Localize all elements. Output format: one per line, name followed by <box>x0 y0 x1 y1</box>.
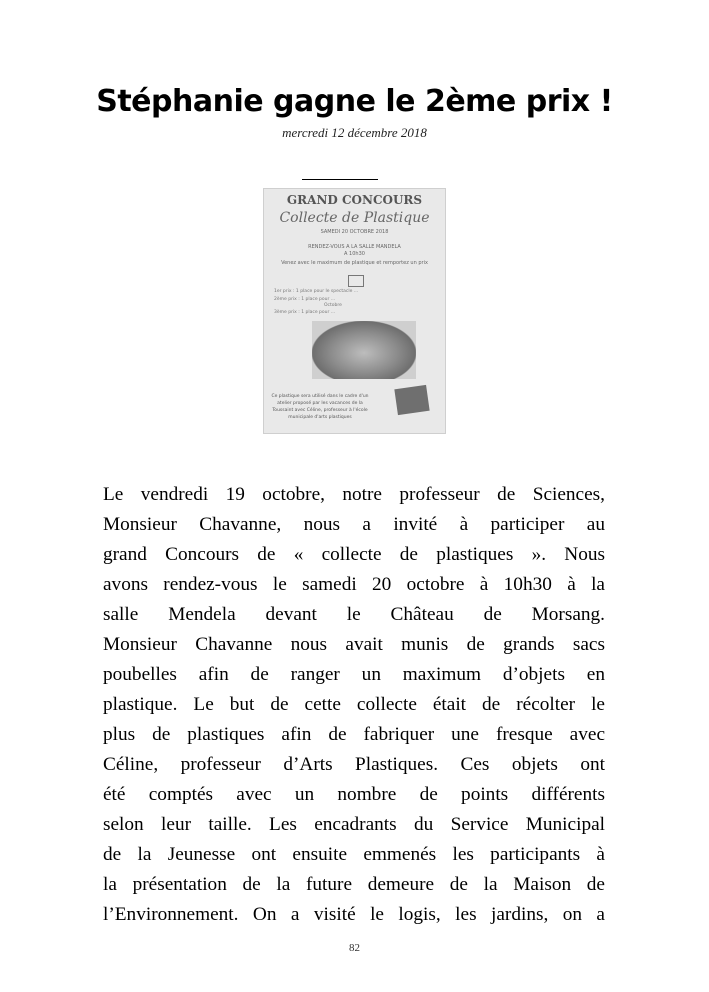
body-line: l’Environnement. On a visité le logis, les jardins, on a <box>103 904 605 925</box>
body-line: salle Mendela devant le Château de Morsang. <box>103 604 605 625</box>
title-divider <box>302 179 378 180</box>
poster-subtitle: Collecte de Plastique <box>279 210 430 226</box>
body-line: plus de plastiques afin de fabriquer une fresque avec <box>103 724 605 745</box>
body-line: Céline, professeur d’Arts Plastiques. Ces objets ont <box>103 754 605 775</box>
body-line: selon leur taille. Les encadrants du Service Municipal <box>103 814 605 835</box>
body-line: grand Concours de « collecte de plastiques ». Nous <box>103 544 605 565</box>
poster-heading: GRAND CONCOURS <box>286 193 423 207</box>
article-title: Stéphanie gagne le 2ème prix ! <box>96 84 613 119</box>
body-line: été comptés avec un nombre de points différents <box>103 784 605 805</box>
poster-time: A 10h30 <box>344 251 365 257</box>
body-line: plastique. Le but de cette collecte était de récolter le <box>103 694 605 715</box>
poster-date-line: SAMEDI 20 OCTOBRE 2018 <box>320 229 389 235</box>
poster-prize-1: 1er prix : 1 place pour le spectacle ... <box>274 289 359 294</box>
poster-venue: RENDEZ-VOUS A LA SALLE MANDELA <box>308 244 401 250</box>
poster-image <box>263 188 446 434</box>
body-line: poubelles afin de ranger un maximum d’objets en <box>103 664 605 685</box>
poster-prize-2: 2ème prix : 1 place pour ... <box>274 297 336 302</box>
body-line: avons rendez-vous le samedi 20 octobre à 10h30 à la <box>103 574 605 595</box>
plastic-collection-photo <box>312 321 416 379</box>
recycle-icon <box>348 275 364 287</box>
body-line: la présentation de la future demeure de la Maison de <box>103 874 605 895</box>
page-number: 82 <box>349 942 360 954</box>
poster-caption: Ce plastique sera utilisé dans le cadre d'un atelier proposé par les vacances de la Toussaint avec Céline, professeur à l'école municipale d'arts plastiques <box>271 394 369 420</box>
article-date: mercredi 12 décembre 2018 <box>282 125 427 140</box>
poster-instruction: Venez avec le maximum de plastique et remportez un prix <box>281 260 428 266</box>
body-line: Le vendredi 19 octobre, notre professeur de Sciences, <box>103 484 605 505</box>
article-body <box>103 480 605 930</box>
poster-thumbnail-photo <box>394 385 429 415</box>
poster-prize-3: 3ème prix : 1 place pour ... <box>274 310 336 315</box>
poster-prize-2b: Octobre <box>324 303 342 308</box>
body-line: Monsieur Chavanne, nous a invité à participer au <box>103 514 605 535</box>
body-line: Monsieur Chavanne nous avait munis de grands sacs <box>103 634 605 655</box>
body-line: de la Jeunesse ont ensuite emmenés les participants à <box>103 844 605 865</box>
